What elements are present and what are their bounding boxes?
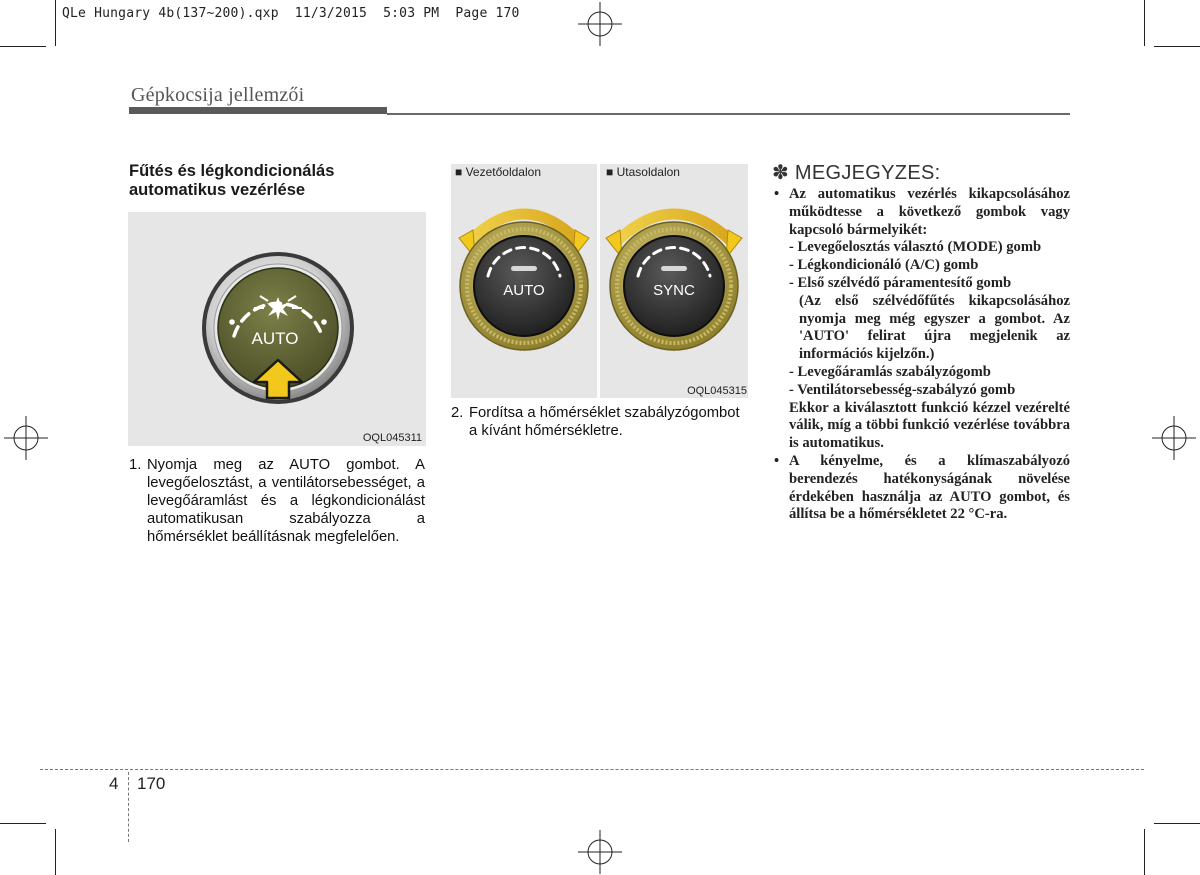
step-1 (129, 456, 425, 548)
square-bullet-icon: ■ (455, 165, 463, 179)
slug-page: Page 170 (455, 6, 520, 21)
note-bullet-1 (772, 186, 1070, 239)
note-title: ✽ MEGJEGYZES: (772, 162, 941, 184)
crop-mark (0, 46, 46, 47)
step-text: Fordítsa a hőmérséklet szabályzógombot a kívánt hőmérsékletre. (469, 405, 740, 439)
passenger-knob-illustration (600, 164, 748, 398)
slug-file: QLe Hungary 4b(137~200).qxp (62, 6, 279, 21)
crop-mark (55, 829, 56, 875)
header-rule-thin (387, 113, 1070, 115)
crop-mark (55, 0, 56, 46)
figure-temp-knobs-passenger (600, 164, 748, 398)
auto-knob-illustration (128, 212, 426, 446)
registration-mark-icon (578, 830, 622, 874)
driver-label: Vezetőoldalon (465, 165, 541, 179)
note-item-extra: (Az első szélvédőfűtés kikapcsolásához nyomja meg még egyszer a gombot. Az 'AUTO' felirat újra megjelenik az információs kijelzőn.) (799, 292, 1070, 363)
registration-mark-icon (578, 2, 622, 46)
page-header-title: Gépkocsija jellemzői (131, 84, 305, 106)
figure-auto-button (128, 212, 426, 446)
note-bullet-2 (772, 453, 1070, 524)
footer-divider (128, 772, 129, 842)
page-number: 170 (137, 774, 166, 793)
bullet-dot-icon: • (774, 186, 780, 202)
slug-date: 11/3/2015 (294, 6, 368, 21)
note-item: - Ventilátorsebesség-szabályzó gomb (789, 381, 1016, 398)
figure-code: OQL045315 (687, 385, 747, 397)
note-body (772, 186, 1070, 524)
slug-time: 5:03 PM (383, 6, 440, 21)
auto-knob-label: AUTO (251, 329, 299, 348)
step-2 (451, 404, 751, 444)
figure-code: OQL045311 (362, 432, 422, 444)
passenger-label: Utasoldalon (616, 165, 680, 179)
step-number: 1. (129, 457, 142, 473)
note-item: - Levegőáramlás szabályzógomb (789, 363, 991, 380)
note-bullet-1-after: Ekkor a kiválasztott funkció kézzel vezérelté válik, míg a többi funkció vezérlése továbbra is automatikus. (789, 399, 1070, 452)
driver-knob-label: AUTO (503, 282, 545, 299)
driver-knob-illustration (451, 164, 597, 398)
crop-mark (0, 823, 46, 824)
bullet-dot-icon: • (774, 452, 780, 469)
note-item: - Levegőelosztás választó (MODE) gomb (789, 239, 1042, 256)
registration-mark-icon (1152, 416, 1196, 460)
chapter-number: 4 (109, 774, 119, 793)
registration-mark-icon (4, 416, 48, 460)
note-bullet-2-text: A kényelme, és a klímaszabályozó berendezés hatékonyságának növelése érdekében használja az AUTO gombot, és állítsa be a hőmérsékletet 22 °C-ra. (789, 452, 1070, 523)
figure-temp-knobs-driver (451, 164, 597, 398)
header-rule-bold (129, 107, 387, 114)
crop-mark (1144, 829, 1145, 875)
note-item: - Első szélvédő páramentesítő gomb (789, 274, 1012, 291)
print-slug (62, 6, 520, 21)
step-text: Nyomja meg az AUTO gombot. A levegőelosztást, a ventilátorsebességet, a levegőáramlást és a légkondicionálást automatikusan szabályozza a hőmérséklet beállításnak megfelelően. (147, 457, 425, 545)
square-bullet-icon: ■ (606, 165, 614, 179)
crop-mark (1144, 0, 1145, 46)
note-item: - Légkondicionáló (A/C) gomb (789, 257, 979, 274)
note-bullet-1-intro: Az automatikus vezérlés kikapcsolásához működtesse a következő gombok vagy kapcsoló bármelyikét: (789, 186, 1070, 238)
step-number: 2. (451, 405, 464, 421)
passenger-knob-label: SYNC (653, 282, 695, 299)
crop-mark (1154, 823, 1200, 824)
section-title: Fűtés és légkondicionálás automatikus vezérlése (129, 162, 335, 199)
crop-mark (1154, 46, 1200, 47)
footer-rule (40, 769, 1144, 770)
